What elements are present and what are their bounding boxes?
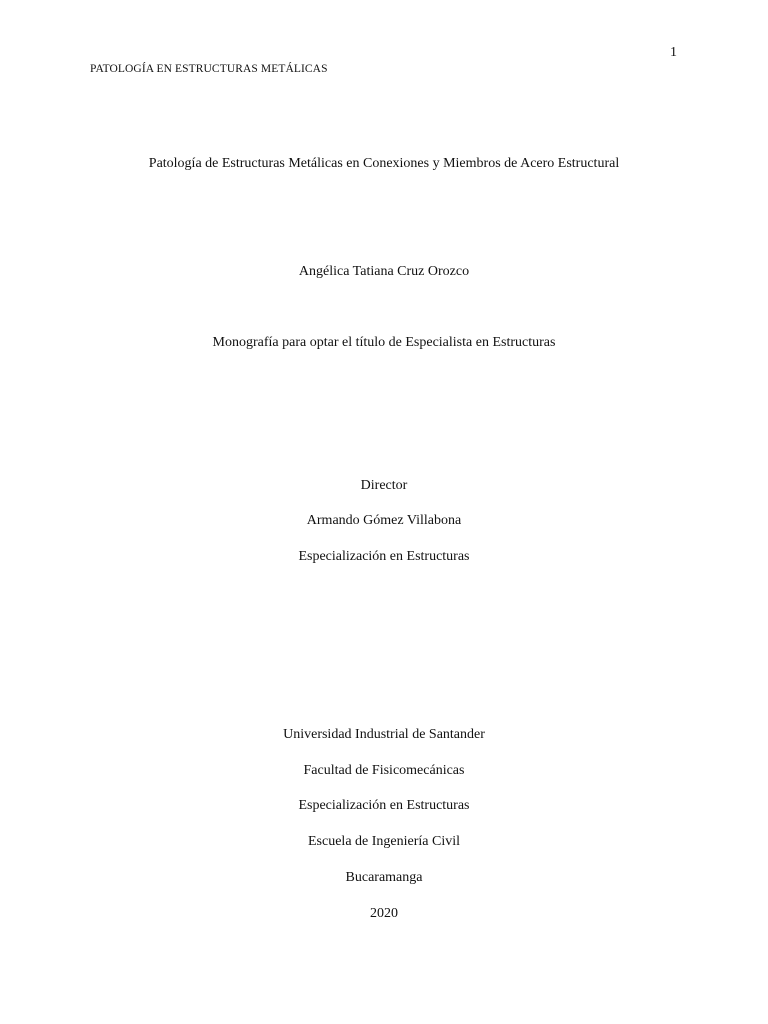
degree-purpose: Monografía para optar el título de Especialista en Estructuras	[212, 335, 556, 350]
page-number: 1	[670, 45, 677, 60]
publication-year: 2020	[370, 906, 398, 921]
program-name: Especialización en Estructuras	[298, 798, 470, 813]
author-name: Angélica Tatiana Cruz Orozco	[298, 264, 470, 279]
document-title: Patología de Estructuras Metálicas en Conexiones y Miembros de Acero Estructural	[148, 156, 620, 171]
university-name: Universidad Industrial de Santander	[283, 727, 485, 742]
school-name: Escuela de Ingeniería Civil	[308, 834, 460, 849]
director-label: Director	[360, 478, 408, 493]
running-head: PATOLOGÍA EN ESTRUCTURAS METÁLICAS	[90, 63, 328, 75]
city-name: Bucaramanga	[345, 870, 423, 885]
director-program: Especialización en Estructuras	[298, 549, 470, 564]
faculty-name: Facultad de Fisicomecánicas	[303, 763, 465, 778]
director-name: Armando Gómez Villabona	[306, 513, 462, 528]
